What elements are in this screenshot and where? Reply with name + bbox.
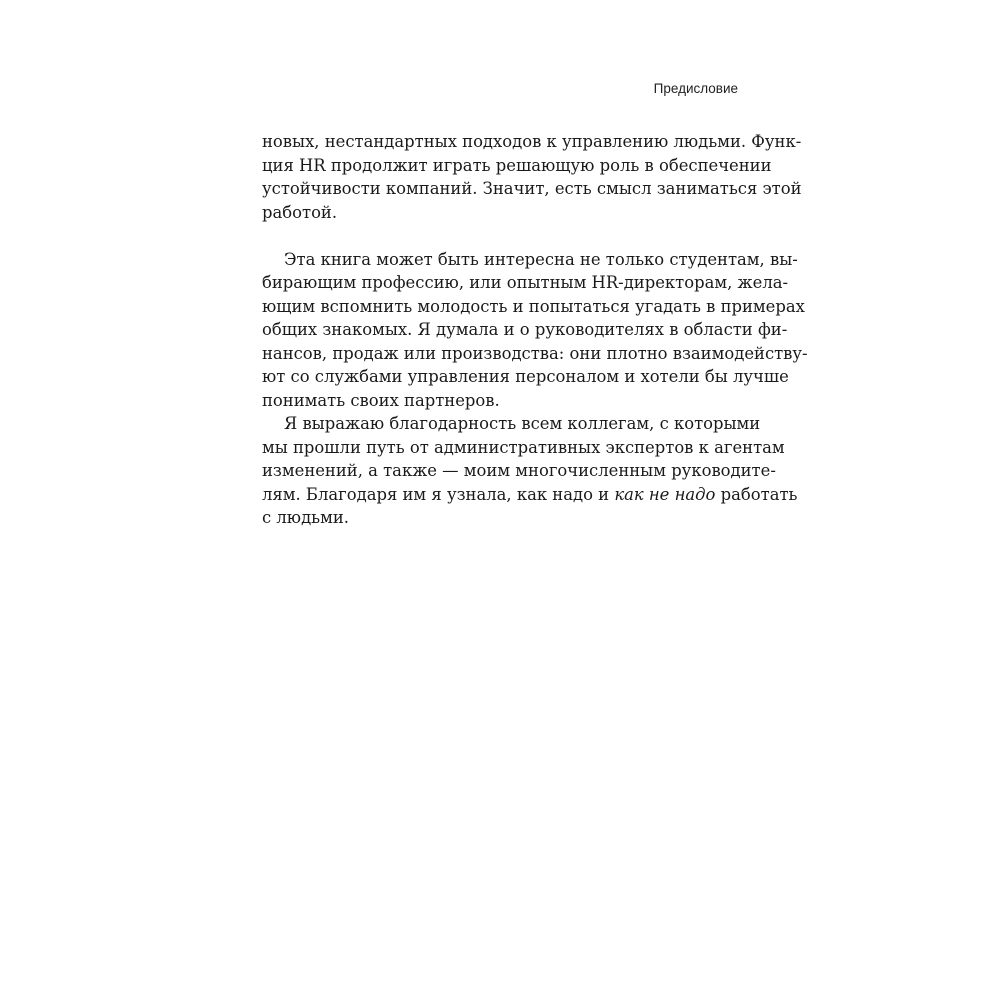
text-line: бирающим профессию, или опытным HR-директорам, жела- [262, 273, 789, 292]
body-text [262, 130, 808, 530]
text-segment: работать [720, 484, 798, 504]
emphasis-text: как не надо [614, 484, 716, 504]
text-line: работой. [262, 202, 338, 222]
paragraph-3 [262, 412, 798, 530]
paragraph-spacer [262, 224, 738, 248]
text-line: изменений, а также — моим многочисленным руководите- [262, 461, 776, 480]
text-line: с людьми. [262, 508, 349, 527]
text-line: понимать своих партнеров. [262, 390, 500, 410]
text-line: устойчивости компаний. Значит, есть смысл заниматься этой [262, 179, 802, 198]
text-line: ющим вспомнить молодость и попытаться угадать в примерах [262, 296, 805, 316]
running-head: Предисловие [653, 81, 738, 96]
paragraph-1 [262, 130, 802, 224]
text-line: ция HR продолжит играть решающую роль в обеспечении [262, 155, 772, 175]
paragraph-2 [262, 248, 808, 413]
text-line: Я выражаю благодарность всем коллегам, с которыми [284, 414, 761, 433]
text-line: общих знакомых. Я думала и о руководителях в области фи- [262, 320, 788, 339]
text-line: нансов, продаж или производства: они плотно взаимодейству- [262, 343, 808, 363]
text-line: новых, нестандартных подходов к управлению людьми. Функ- [262, 132, 802, 151]
text-line: ют со службами управления персоналом и хотели бы лучше [262, 367, 789, 386]
text-line: мы прошли путь от административных экспертов к агентам [262, 437, 785, 457]
text-line-with-emphasis [262, 483, 798, 507]
text-segment: лям. Благодаря им я узнала, как надо и [262, 484, 610, 504]
text-line: Эта книга может быть интересна не только студентам, вы- [284, 249, 798, 269]
